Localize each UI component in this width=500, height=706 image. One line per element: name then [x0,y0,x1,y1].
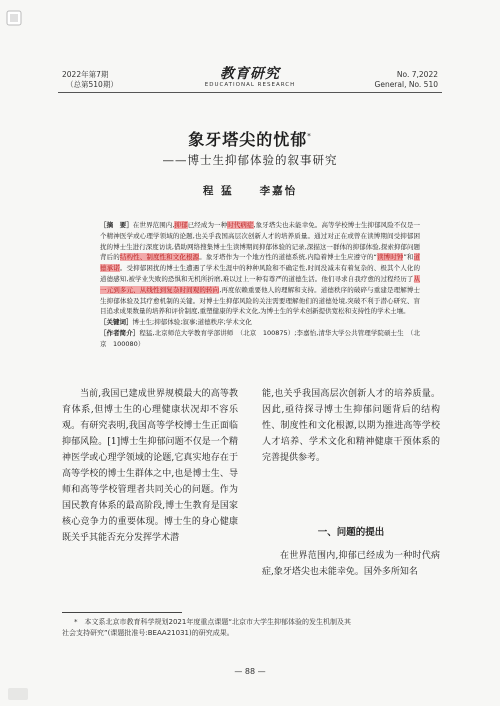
page-number: — 88 — [234,667,266,676]
author-name: 程 猛 [202,185,234,197]
footnote-line: 社会支持研究”(课题批准号:BEAA21031)的研究成果。 [62,629,234,637]
footnote [62,617,440,639]
author-info-line [100,328,420,350]
keywords: 博士生;抑郁体验;叙事;道德秩序;学术文化 [132,318,252,327]
issue-number: 2022年第7期 [62,70,109,79]
article-title: 象牙塔尖的忧郁* [188,130,312,149]
general-number-en: General, No. 510 [374,80,438,89]
header-divider [58,92,442,93]
highlight: 抑郁 [174,221,188,229]
highlight: 道德承诺 [100,253,421,273]
author-info-label: ［作者简介］ [100,328,140,337]
abstract-text: ［摘 要］在世界范围内,抑郁已经成为一种时代病症,象牙塔尖也未能幸免。高等学校博士生抑郁风险不仅是一个精神医学或心理学领域的论题,也关乎我国高层次创新人才的培养质量。通过对正在或曾在读博期间受抑郁困扰的博士生进行深度访谈,借助网络搜集博士生读博期间抑郁体验的记录,深描这一群体的抑郁体验,探索抑郁问题背后的结构性、制度性和文化根源。象牙塔作为一个地方性的道德系统,内隐着博士生应遵守的“读博时钟”和道德承诺。受抑郁困扰的博士生遭遇了学术生涯中的种种风险和不确定性,时间没减未有着复杂的、极其个人化的道德感知,被学业失败的恐惧和无机所折磨,难以过上一种有尊严的道德生活。他们寻求自我疗愈的过程经历了从一元到多元、从线性到复杂时间观的转向,再度依赖重要他人的理解和支持。道德秩序的破碎与重建是理解博士生抑郁体验及其疗愈机制的关键。对博士生抑郁风险的关注需要理解他们的道德处境,突破不利于潜心研究、盲目追求成果数量的培养和评价制度,重塑健康的学术文化,为博士生的学术创新提供宽松和支持性的学术土壤。 [100,221,421,316]
author-list [0,183,500,198]
author-info: 程猛,北京师范大学教育学部讲师 （北京 100875）;李嘉怡,清华大学公共管理学院硕士生 （北京 100080） [100,328,420,348]
highlight: 读博时钟 [376,253,404,262]
highlight: 时代病症 [227,221,254,229]
abstract-label: ［摘 要］ [100,221,133,229]
body-left-column: 当前,我国已建成世界规模最大的高等教育体系,但博士生的心理健康状况却不容乐观。有研究表明,我国高等学校博士生正面临抑郁风险。[1]博士生抑郁问题不仅是一个精神医学或心理学领域的论题,它真实地存在于高等学校的博士生群体之中,也是博士生、导师和高等学校管理者共同关心的问题。作为国民教育体系的最高阶段,博士生教育是国家核心竞争力的重要体现。博士生的身心健康既关乎其能否充分发挥学术潜 [62,389,238,543]
journal-logo: 教育研究 [220,66,280,82]
body-right-column-bottom: 在世界范围内,抑郁已经成为一种时代病症,象牙塔尖也未能幸免。国外多所知名 [262,551,440,577]
section-heading: 一、问题的提出 [317,527,385,538]
title-footnote-mark: * [307,132,312,141]
keywords-line [100,317,420,328]
highlight: 从一元到多元、从线性到复杂时间观的转向 [100,274,420,294]
issue-total-number: （总第510期） [66,80,118,89]
issue-info-english [375,70,438,90]
abstract-block [100,220,420,350]
keywords-label: ［关键词］ [100,318,133,327]
journal-english-name: EDUCATIONAL RESEARCH [204,82,296,88]
author-name: 李嘉怡 [259,185,298,197]
footnote-line: * 本文系北京市教育科学规划2021年度重点课题“北京市大学生抑郁体验的发生机制及其 [74,618,351,626]
watermark-badge [8,688,28,700]
issue-number-en: No. 7,2022 [396,70,438,79]
footnote-divider [62,612,182,613]
highlight: 结构性、制度性和文化根源 [119,253,200,262]
app-menu-icon[interactable] [6,10,22,26]
body-right-column-top: 能,也关乎我国高层次创新人才的培养质量。因此,亟待探寻博士生抑郁问题背后的结构性、制度性和文化根源,以期为推进高等学校人才培养、学术文化和精神健康干预体系的完善提供参考。 [262,389,440,463]
article-subtitle: ——博士生抑郁体验的叙事研究 [162,153,338,167]
